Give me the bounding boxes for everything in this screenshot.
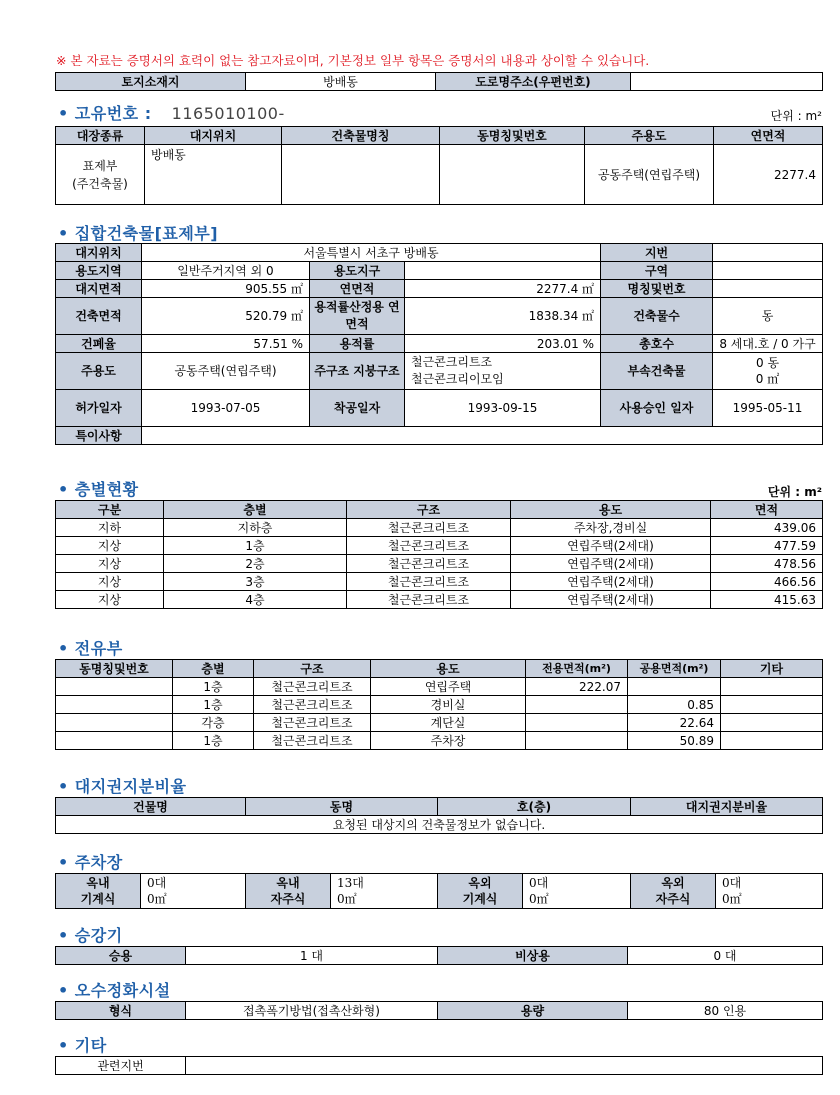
ledger-type-line2: (주건축물) (72, 176, 128, 191)
floors-title: • 층별현황 (58, 480, 139, 499)
jibun-value (713, 244, 823, 262)
floor-use: 주차장,경비실 (511, 519, 711, 537)
sewage-type-label: 형식 (56, 1002, 186, 1020)
sewage-type-value: 접촉폭기방법(접촉산화형) (186, 1002, 438, 1020)
land-rights-header-building: 건물명 (56, 798, 246, 816)
annex-area-value: 0 ㎡ (755, 372, 780, 386)
header-dong-name: 동명칭및번호 (440, 127, 585, 145)
land-rights-table (55, 797, 823, 834)
etc-title: • 기타 (58, 1036, 107, 1055)
floor-row (56, 573, 823, 591)
main-structure-value: 철근콘크리트조 (411, 355, 493, 369)
exclusive-private-area (526, 732, 628, 750)
site-area-label: 대지면적 (56, 280, 142, 298)
exclusive-use: 경비실 (371, 696, 526, 714)
related-jibun-value (186, 1057, 823, 1075)
permit-date-value: 1993-07-05 (142, 390, 310, 427)
parking-indoor-self-label: 옥내 자주식 (246, 874, 331, 909)
exclusive-body (56, 678, 823, 750)
floors-body (56, 519, 823, 609)
floor-use: 연립주택(2세대) (511, 591, 711, 609)
floor-structure: 철근콘크리트조 (347, 573, 511, 591)
exclusive-floor: 1층 (173, 732, 254, 750)
annex-count-value: 0 동 (756, 356, 780, 370)
parking-outdoor-self-label: 옥외 자주식 (631, 874, 716, 909)
exclusive-floor: 1층 (173, 696, 254, 714)
main-use-value: 공동주택(연립주택) (142, 353, 310, 390)
exclusive-private-area (526, 696, 628, 714)
parking-indoor-mechanical-value: 0대 0㎡ (141, 874, 246, 909)
approval-date-value: 1995-05-11 (713, 390, 823, 427)
far-label: 용적률 (310, 335, 405, 353)
floors-header-floor: 층별 (164, 501, 347, 519)
elevator-title: • 승강기 (58, 926, 123, 945)
land-rights-header-ratio: 대지권지분비율 (631, 798, 823, 816)
header-total-area: 연면적 (714, 127, 823, 145)
unique-number-title (58, 101, 285, 124)
disclaimer-notice: ※ 본 자료는 증명서의 효력이 없는 참고자료이며, 기본정보 일부 항목은 증명서의 내용과 상이할 수 있습니다. (56, 53, 650, 68)
parking-outdoor-mechanical-label: 옥외 기계식 (438, 874, 523, 909)
name-number-value (713, 280, 823, 298)
floor-category: 지하 (56, 519, 164, 537)
total-area-label: 연면적 (310, 280, 405, 298)
exclusive-dong (56, 696, 173, 714)
floor-level: 4층 (164, 591, 347, 609)
collective-title: • 집합건축물[표제부] (58, 224, 219, 243)
exclusive-header-structure: 구조 (254, 660, 371, 678)
bcr-label: 건폐율 (56, 335, 142, 353)
exclusive-private-area: 222.07 (526, 678, 628, 696)
exclusive-structure: 철근콘크리트조 (254, 678, 371, 696)
floor-row (56, 537, 823, 555)
floor-level: 2층 (164, 555, 347, 573)
sewage-capacity-value: 80 인용 (628, 1002, 823, 1020)
floor-level: 지하층 (164, 519, 347, 537)
parking-table (55, 873, 823, 909)
exclusive-structure: 철근콘크리트조 (254, 714, 371, 732)
floors-unit: 단위 : m² (767, 485, 822, 499)
households-value: 8 세대.호 / 0 가구 (713, 335, 823, 353)
exclusive-dong (56, 714, 173, 732)
bcr-value: 57.51 % (142, 335, 310, 353)
permit-date-label: 허가일자 (56, 390, 142, 427)
exclusive-etc (721, 732, 823, 750)
area-zone-label: 구역 (601, 262, 713, 280)
annex-label: 부속건축물 (601, 353, 713, 390)
land-rights-header-unit: 호(층) (438, 798, 631, 816)
exclusive-row (56, 678, 823, 696)
remarks-value (142, 427, 823, 445)
floor-use: 연립주택(2세대) (511, 555, 711, 573)
far-area-label: 용적률산정용 연면적 (310, 298, 405, 335)
header-main-use: 주용도 (585, 127, 714, 145)
floor-structure: 철근콘크리트조 (347, 591, 511, 609)
exclusive-dong (56, 732, 173, 750)
header-ledger-type: 대장종류 (56, 127, 145, 145)
exclusive-header-floor: 층별 (173, 660, 254, 678)
sewage-title: • 오수정화시설 (58, 981, 171, 1000)
exclusive-row (56, 732, 823, 750)
far-area-value: 1838.34 ㎡ (405, 298, 601, 335)
unique-unit: 단위 : m² (770, 109, 822, 123)
site-area-value: 905.55 ㎡ (142, 280, 310, 298)
far-value: 203.01 % (405, 335, 601, 353)
area-zone-value (713, 262, 823, 280)
exclusive-header-dong: 동명칭및번호 (56, 660, 173, 678)
related-jibun-label: 관련지번 (56, 1057, 186, 1075)
name-number-label: 명칭및번호 (601, 280, 713, 298)
exclusive-header-etc: 기타 (721, 660, 823, 678)
exclusive-common-area: 50.89 (628, 732, 721, 750)
annex-value-cell (713, 353, 823, 390)
elevator-passenger-value: 1 대 (186, 947, 438, 965)
land-rights-title: • 대지권지분비율 (58, 777, 187, 796)
unique-number-value: 1165010100- (171, 104, 285, 123)
structure-label: 주구조 지붕구조 (310, 353, 405, 390)
ledger-summary-table (55, 126, 823, 205)
floor-structure: 철근콘크리트조 (347, 537, 511, 555)
exclusive-title: • 전유부 (58, 639, 123, 658)
start-date-label: 착공일자 (310, 390, 405, 427)
floors-header-structure: 구조 (347, 501, 511, 519)
floors-table (55, 500, 823, 609)
floors-header-area: 면적 (711, 501, 823, 519)
start-date-value: 1993-09-15 (405, 390, 601, 427)
exclusive-use: 계단실 (371, 714, 526, 732)
floors-header-use: 용도 (511, 501, 711, 519)
road-address-label: 도로명주소(우편번호) (436, 73, 631, 91)
land-rights-empty-message: 요청된 대상지의 건축물정보가 없습니다. (56, 816, 823, 834)
exclusive-floor: 1층 (173, 678, 254, 696)
exclusive-header-private-area: 전용면적(m²) (526, 660, 628, 678)
elevator-emergency-value: 0 대 (628, 947, 823, 965)
address-table (55, 72, 823, 91)
building-count-label: 건축물수 (601, 298, 713, 335)
exclusive-header-use: 용도 (371, 660, 526, 678)
road-address-value (631, 73, 823, 91)
floor-use: 연립주택(2세대) (511, 537, 711, 555)
elevator-emergency-label: 비상용 (438, 947, 628, 965)
building-area-value: 520.79 ㎡ (142, 298, 310, 335)
ledger-type-cell (56, 145, 145, 205)
elevator-table (55, 946, 823, 965)
exclusive-row (56, 696, 823, 714)
households-label: 총호수 (601, 335, 713, 353)
site-location-cell: 방배동 (145, 145, 282, 205)
approval-date-label: 사용승인 일자 (601, 390, 713, 427)
building-area-label: 건축면적 (56, 298, 142, 335)
parking-indoor-self-value: 13대 0㎡ (331, 874, 438, 909)
district-value (405, 262, 601, 280)
land-location-value: 방배동 (246, 73, 436, 91)
floor-structure: 철근콘크리트조 (347, 555, 511, 573)
exclusive-structure: 철근콘크리트조 (254, 732, 371, 750)
site-location-label: 대지위치 (56, 244, 142, 262)
floor-area: 439.06 (711, 519, 823, 537)
floor-area: 477.59 (711, 537, 823, 555)
land-location-label: 토지소재지 (56, 73, 246, 91)
floor-area: 466.56 (711, 573, 823, 591)
floor-area: 478.56 (711, 555, 823, 573)
floor-row (56, 555, 823, 573)
exclusive-floor: 각층 (173, 714, 254, 732)
unique-number-label: • 고유번호 : (58, 104, 152, 123)
exclusive-common-area: 22.64 (628, 714, 721, 732)
jibun-label: 지번 (601, 244, 713, 262)
zone-label: 용도지역 (56, 262, 142, 280)
total-area-cell: 2277.4 (714, 145, 823, 205)
floor-level: 1층 (164, 537, 347, 555)
floor-row (56, 519, 823, 537)
zone-value: 일반주거지역 외 0 (142, 262, 310, 280)
land-rights-header-dong: 동명 (246, 798, 438, 816)
header-building-name: 건축물명칭 (282, 127, 440, 145)
exclusive-etc (721, 678, 823, 696)
parking-indoor-mechanical-label: 옥내 기계식 (56, 874, 141, 909)
exclusive-etc (721, 714, 823, 732)
site-location-value: 서울특별시 서초구 방배동 (142, 244, 601, 262)
exclusive-common-area (628, 678, 721, 696)
etc-table (55, 1056, 823, 1075)
exclusive-use: 주차장 (371, 732, 526, 750)
structure-value-cell (405, 353, 601, 390)
floor-level: 3층 (164, 573, 347, 591)
parking-title: • 주차장 (58, 853, 123, 872)
elevator-passenger-label: 승용 (56, 947, 186, 965)
total-area-value: 2277.4 ㎡ (405, 280, 601, 298)
floor-area: 415.63 (711, 591, 823, 609)
floors-header-category: 구분 (56, 501, 164, 519)
sewage-table (55, 1001, 823, 1020)
header-site-location: 대지위치 (145, 127, 282, 145)
remarks-label: 특이사항 (56, 427, 142, 445)
building-count-value: 동 (713, 298, 823, 335)
district-label: 용도지구 (310, 262, 405, 280)
exclusive-row (56, 714, 823, 732)
exclusive-table (55, 659, 823, 750)
main-use-cell: 공동주택(연립주택) (585, 145, 714, 205)
parking-outdoor-mechanical-value: 0대 0㎡ (523, 874, 631, 909)
exclusive-use: 연립주택 (371, 678, 526, 696)
exclusive-dong (56, 678, 173, 696)
collective-summary-table (55, 243, 823, 445)
parking-outdoor-self-value: 0대 0㎡ (716, 874, 823, 909)
exclusive-etc (721, 696, 823, 714)
floor-category: 지상 (56, 573, 164, 591)
floor-use: 연립주택(2세대) (511, 573, 711, 591)
exclusive-private-area (526, 714, 628, 732)
roof-structure-value: 철근콘크리이모임 (411, 372, 504, 386)
ledger-type-line1: 표제부 (82, 158, 118, 173)
exclusive-common-area: 0.85 (628, 696, 721, 714)
floor-structure: 철근콘크리트조 (347, 519, 511, 537)
sewage-capacity-label: 용량 (438, 1002, 628, 1020)
floor-category: 지상 (56, 537, 164, 555)
floor-category: 지상 (56, 591, 164, 609)
main-use-label: 주용도 (56, 353, 142, 390)
floor-row (56, 591, 823, 609)
building-name-cell (282, 145, 440, 205)
exclusive-header-common-area: 공용면적(m²) (628, 660, 721, 678)
exclusive-structure: 철근콘크리트조 (254, 696, 371, 714)
dong-name-cell (440, 145, 585, 205)
floor-category: 지상 (56, 555, 164, 573)
